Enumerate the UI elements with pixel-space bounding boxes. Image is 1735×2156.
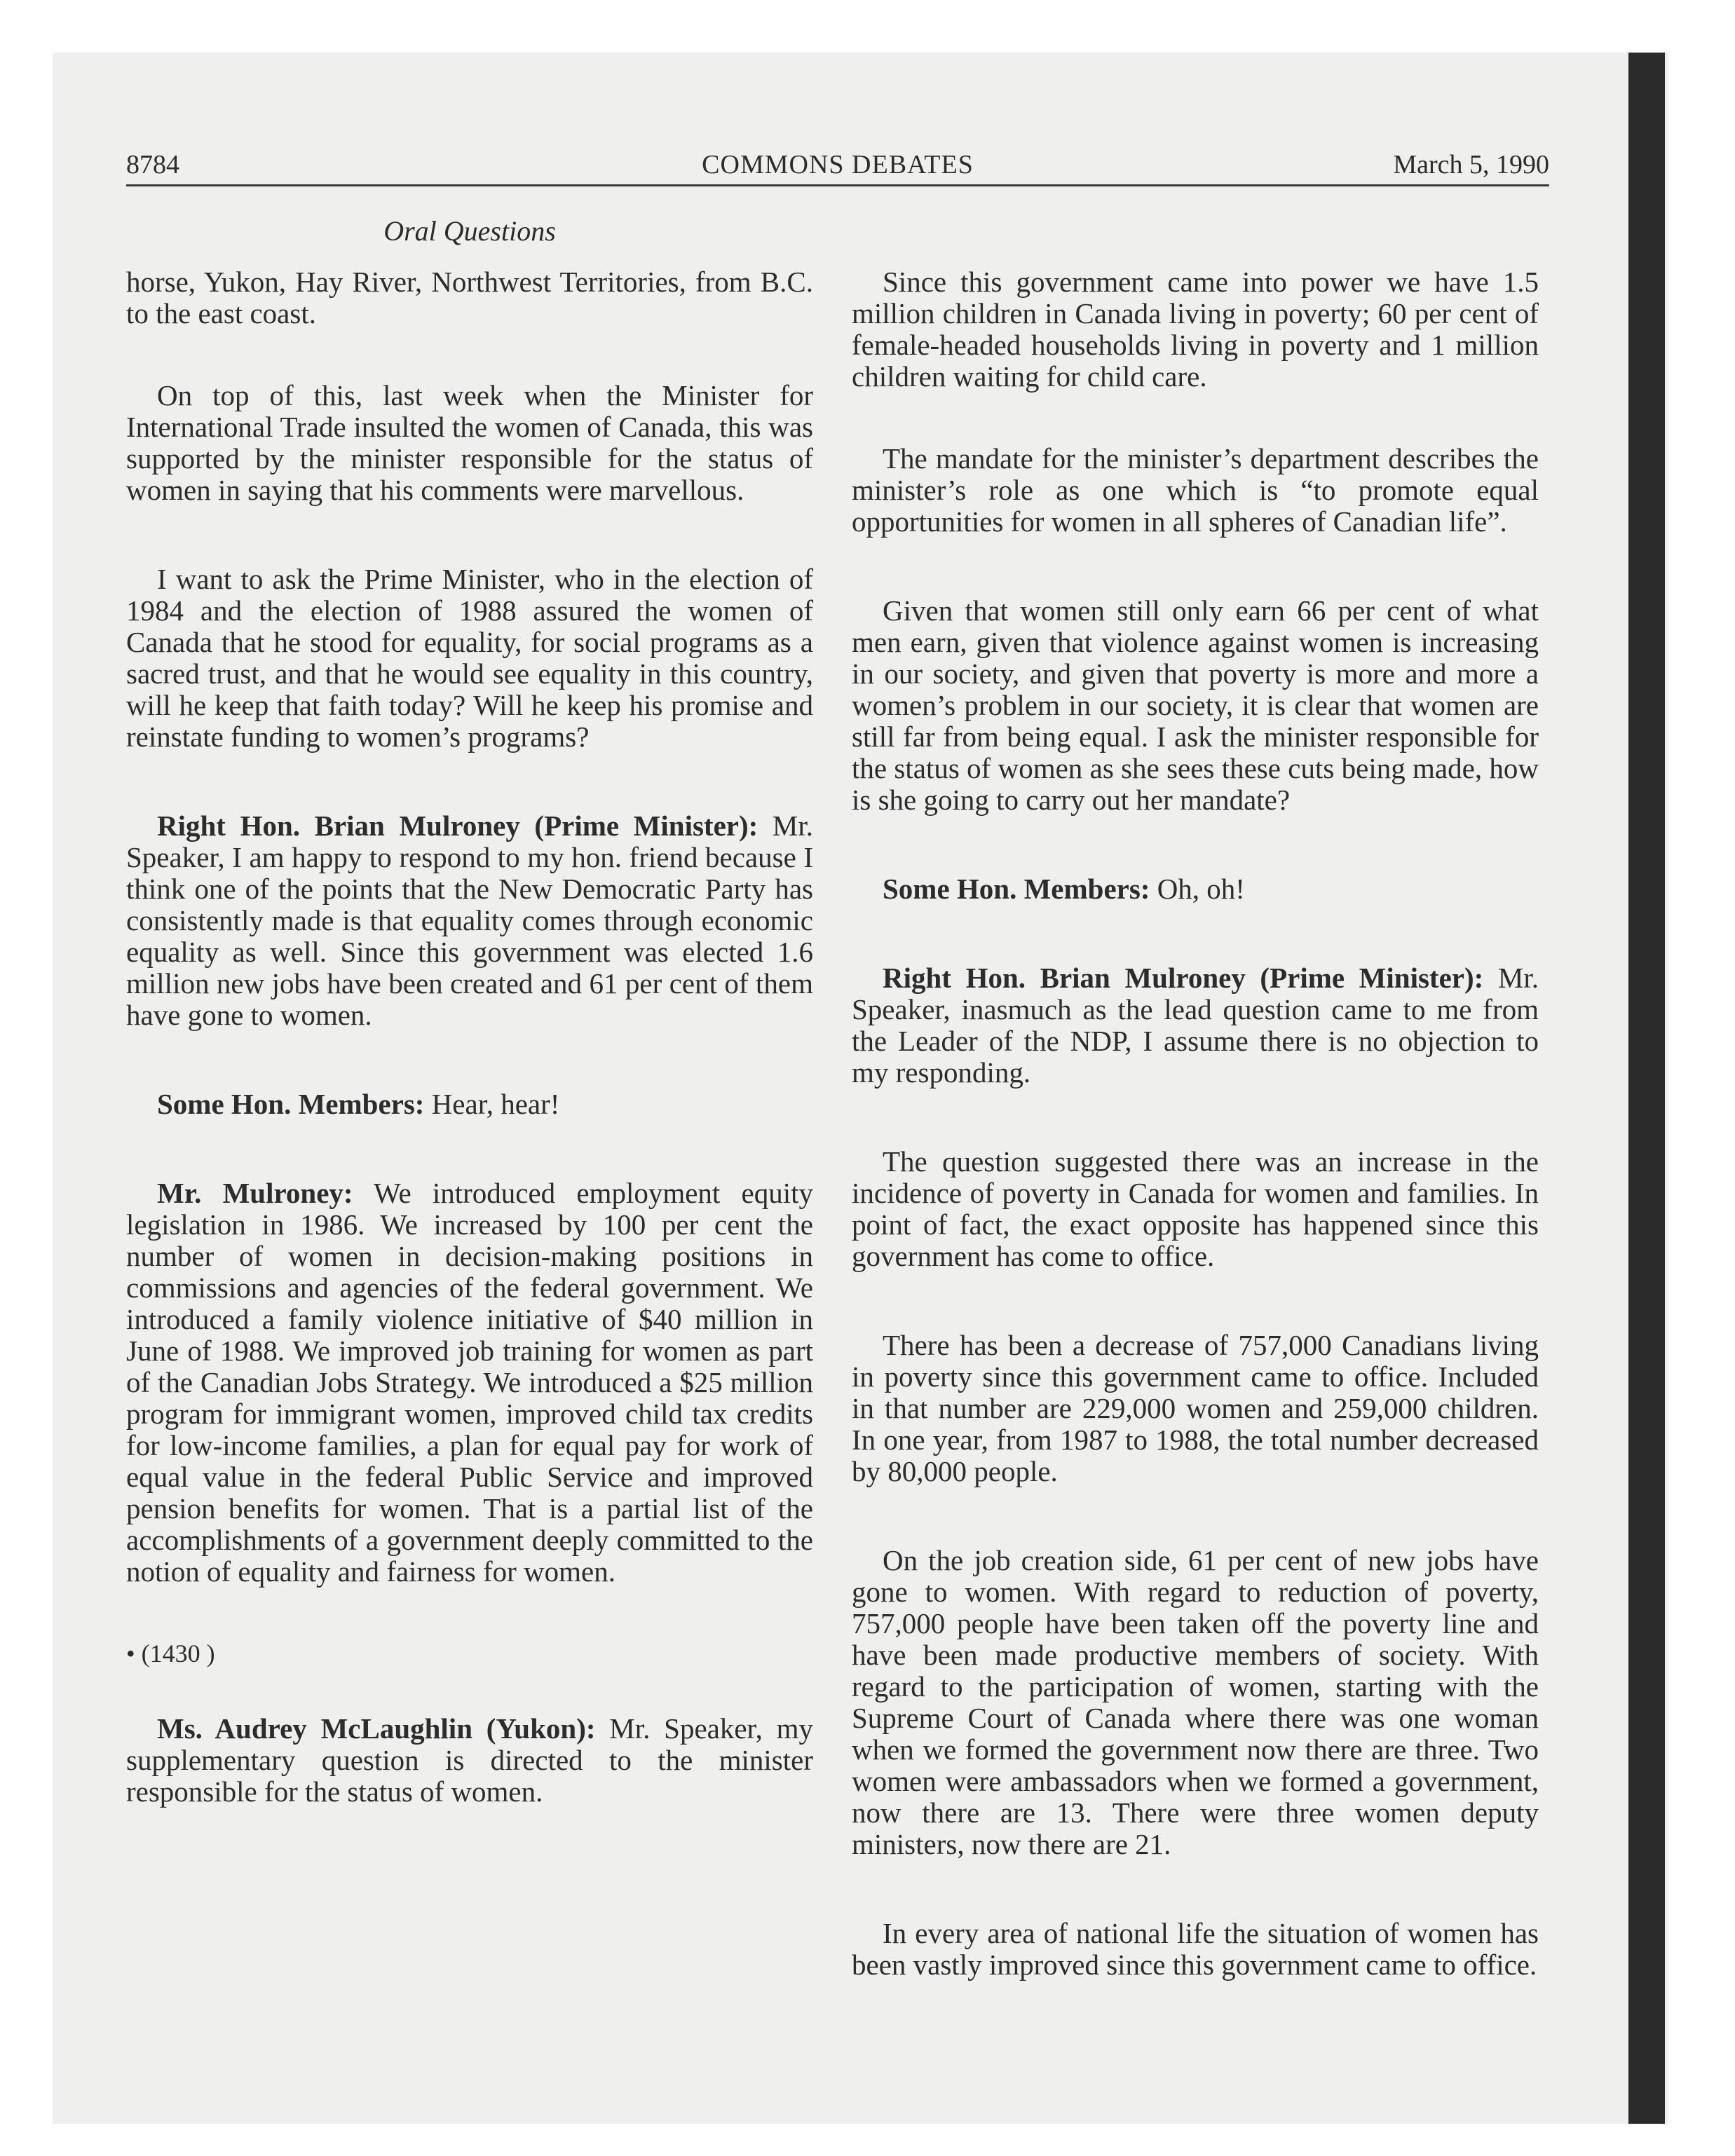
left-column	[126, 266, 813, 1808]
publication-date: March 5, 1990	[1393, 150, 1549, 179]
time-marker: • (1430 )	[126, 1639, 215, 1667]
paragraph: I want to ask the Prime Minister, who in the election of 1984 and the election of 1988 assured the women of Canada that he stood for equality, for social programs as a sacred trust, and that he would see equality in this country, will he keep that faith today? Will he keep his promise and reinstate funding to women’s programs?	[126, 563, 813, 753]
publication-title: COMMONS DEBATES	[702, 150, 974, 179]
paragraph: On top of this, last week when the Minister for International Trade insulted the women of Canada, this was supported by the minister responsible for the status of women in saying that his comments were marvellous.	[126, 379, 813, 506]
paragraph: The mandate for the minister’s department describes the minister’s role as one which is “to promote equal opportunities for women in all spheres of Canadian life”.	[852, 442, 1539, 538]
paragraph: On the job creation side, 61 per cent of new jobs have gone to women. With regard to reduction of poverty, 757,000 people have been taken off the poverty line and have been made productive members of society. With regard to the participation of women, starting with the Supreme Court of Canada where there was one woman when we formed the government now there are three. Two women were ambassadors when we formed a government, now there are 13. There were three women deputy ministers, now there are 21.	[852, 1544, 1539, 1860]
speaker-name: Right Hon. Brian Mulroney (Prime Minister):	[157, 810, 758, 842]
paragraph: There has been a decrease of 757,000 Canadians living in poverty since this government came to office. Included in that number are 229,000 women and 259,000 children. In one year, from 1987 to 1988, the total number decreased by 80,000 people.	[852, 1329, 1539, 1487]
page-header	[126, 144, 1549, 186]
page-edge-shadow	[1628, 53, 1665, 2124]
paragraph: The question suggested there was an increase in the incidence of poverty in Canada for women and families. In point of fact, the exact opposite has happened since this government has come to office.	[852, 1145, 1539, 1272]
paragraph: Some Hon. Members: Hear, hear!	[157, 1088, 560, 1120]
paragraph: Right Hon. Brian Mulroney (Prime Minister): Mr. Speaker, inasmuch as the lead question came to me from the Leader of the NDP, I assume there is no objection to my responding.	[852, 962, 1539, 1089]
header-rule	[126, 184, 1549, 186]
paragraph: Given that women still only earn 66 per cent of what men earn, given that violence against women is increasing in our society, and given that poverty is more and more a women’s problem in our society, it is clear that women are still far from being equal. I ask the minister responsible for the status of women as she sees these cuts being made, how is she going to carry out her mandate?	[852, 594, 1539, 816]
paragraph: Right Hon. Brian Mulroney (Prime Minister): Mr. Speaker, I am happy to respond to my hon. friend because I think one of the points that the New Democratic Party has consistently made is that equality comes through economic equality as well. Since this government was elected 1.6 million new jobs have been created and 61 per cent of them have gone to women.	[126, 810, 814, 1031]
section-title: Oral Questions	[383, 215, 556, 247]
paragraph: Mr. Mulroney: We introduced employment equity legislation in 1986. We increased by 100 per cent the number of women in decision-making positions in commissions and agencies of the federal government. We introduced a family violence initiative of $40 million in June of 1988. We improved job training for women as part of the Canadian Jobs Strategy. We introduced a $25 million program for immigrant women, improved child tax credits for low-income families, a plan for equal pay for work of equal value in the federal Public Service and improved pension benefits for women. That is a partial list of the accomplishments of a government deeply committed to the notion of equality and fairness for women.	[126, 1177, 813, 1588]
paragraph: Since this government came into power we have 1.5 million children in Canada living in poverty; 60 per cent of female-headed households living in poverty and 1 million children waiting for child care.	[852, 266, 1539, 393]
paragraph: Some Hon. Members: Oh, oh!	[883, 873, 1245, 905]
page-number: 8784	[126, 150, 179, 179]
paragraph: Ms. Audrey McLaughlin (Yukon): Mr. Speaker, my supplementary question is directed to the minister responsible for the status of women.	[126, 1712, 813, 1808]
paragraph: In every area of national life the situation of women has been vastly improved since this government came to office.	[852, 1917, 1539, 1981]
speaker-name: Right Hon. Brian Mulroney (Prime Minister):	[883, 962, 1484, 994]
paragraph: horse, Yukon, Hay River, Northwest Territories, from B.C. to the east coast.	[126, 266, 813, 329]
speaker-name: Ms. Audrey McLaughlin (Yukon):	[157, 1712, 596, 1745]
speaker-name: Some Hon. Members:	[883, 873, 1150, 905]
right-column	[852, 266, 1539, 1981]
speaker-name: Mr. Mulroney:	[157, 1177, 353, 1209]
speaker-name: Some Hon. Members:	[157, 1088, 425, 1120]
